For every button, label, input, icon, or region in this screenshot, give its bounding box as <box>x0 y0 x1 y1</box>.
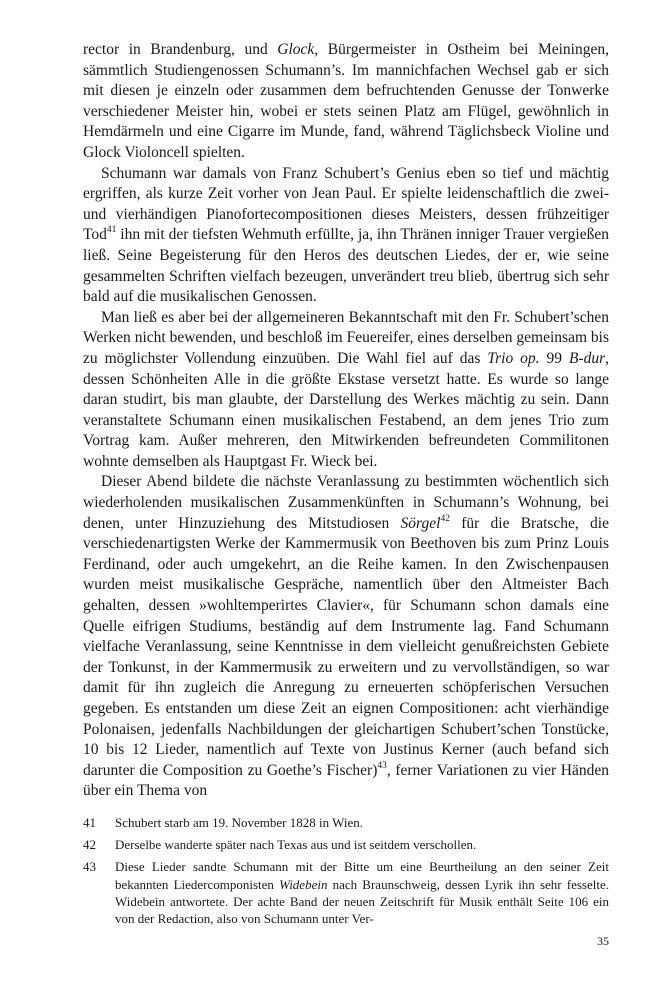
footnotes <box>83 814 609 927</box>
footnote-number: 43 <box>83 859 96 875</box>
emphasis: Trio op. <box>487 349 540 367</box>
text-run: nach Braunschweig, dessen Lyrik ihn sehr fesselte. Widebein antwortete. Der achte Band der neuen Zeitschrift für Musik enthält Seite 106 ein von der Redaction, also von Schumann unter Ver- <box>115 876 609 926</box>
text-run: , ferner Variationen zu vier Händen über ein Thema von <box>83 761 609 800</box>
footnote-text <box>115 858 609 927</box>
text-run: für die Bratsche, die verschiedenartigsten Werke der Kammermusik von Beethoven bis zum Prinz Louis Ferdinand, oder auch umgekehrt, an die Reihe kamen. In den Zwischenpausen wurden meist musikalische Gespräche, namentlich über den Altmeister Bach gehalten, dessen »wohltemperirtes Clavier«, für Schumann schon damals eine Quelle eifrigen Studiums, beständig auf dem Instrumente lag. Fand Schumann vielfache Veranlassung, seine Kenntnisse in dem vielleicht genußreichsten Gebiete der Tonkunst, in der Kammermusik zu erweitern und zu vervollständigen, so war damit für ihn zugleich die Anregung zu erneuerten schöpferischen Versuchen gegeben. Es entstanden um diese Zeit an eignen Compositionen: acht vierhändige Polonaisen, jedenfalls Nachbildungen der gleichartigen Schubert’schen Tonstücke, 10 bis 12 Lieder, namentlich auf Texte von Justinus Kerner (auch befand sich darunter die Composition zu Goethe’s Fischer) <box>83 514 609 779</box>
emphasis: Glock <box>277 41 315 58</box>
page-number: 35 <box>597 934 609 948</box>
emphasis: Sörgel <box>400 514 441 532</box>
emphasis: B-dur <box>568 349 606 367</box>
paragraph-1 <box>83 40 609 164</box>
paragraph-3 <box>83 308 609 473</box>
body-text <box>83 40 609 802</box>
paragraph-2 <box>83 164 609 308</box>
footnote-number: 42 <box>83 837 96 853</box>
text-run: rector in Brandenburg, und <box>83 41 278 58</box>
footnote-reference: 42 <box>440 513 450 524</box>
footnote-number: 41 <box>83 814 96 830</box>
text-run: Dieser Abend bildete die nächste Veranlassung zu bestimmten wöchentlich sich wiederholenden musikalischen Zusammenkünften in Schumann’s Wohnung, bei denen, unter Hinzuziehung des Mitstudiosen <box>83 473 609 532</box>
page <box>83 40 609 932</box>
paragraph-4 <box>83 472 609 802</box>
footnote-text <box>115 836 609 853</box>
text-run: 99 <box>539 349 569 367</box>
text-run: Schumann war damals von Franz Schubert’s Genius eben so tief und mächtig ergriffen, als kurze Zeit vorher von Jean Paul. Er spielte leidenschaftlich die zwei- und vierhändigen Pianofortecompositionen dieses Meisters, dessen frühzeitiger Tod <box>83 164 609 244</box>
text-run: Diese Lieder sandte Schumann mit der Bitte um eine Beurtheilung an den seiner Zeit bekannten Liedercomponisten <box>115 859 609 892</box>
footnote-reference: 43 <box>377 760 387 771</box>
text-run: , dessen Schönheiten Alle in die größte Ekstase versetzt hatte. Es wurde so lange daran studirt, bis man glaubte, der Darstellung des Werkes mächtig zu sein. Dann veranstaltete Schumann einen musikalischen Festabend, an dem jenes Trio zum Vortrag kam. Außer mehreren, den Mitwirkenden befreundeten Commilitonen wohnte demselben als Hauptgast Fr. Wieck bei. <box>83 349 610 470</box>
emphasis: Widebein <box>279 876 328 892</box>
footnote-reference: 41 <box>106 225 117 236</box>
footnote-42 <box>83 836 609 853</box>
footnote-43 <box>83 858 609 927</box>
text-run: Schubert starb am 19. November 1828 in Wien. <box>115 814 363 830</box>
footnote-41 <box>83 814 609 831</box>
text-run: Derselbe wanderte später nach Texas aus und ist seitdem verschollen. <box>115 837 477 853</box>
footnote-text <box>115 814 609 831</box>
text-run: , Bürgermeister in Ostheim bei Meiningen, sämmtlich Studiengenossen Schumann’s. Im mannichfachen Wechsel gab er sich mit diesen je einzeln oder zusammen dem befruchtenden Genusse der Tonwerke verschiedener Meister hin, wobei er stets seinen Platz am Flügel, gewöhnlich in Hemdärmeln und eine Cigarre im Munde, fand, während Täglichsbeck Violine und Glock Violoncell spielten. <box>83 41 609 161</box>
text-run: Man ließ es aber bei der allgemeineren Bekanntschaft mit den Fr. Schubert’schen Werken nicht bewenden, und beschloß im Feuereifer, eines derselben gemeinsam bis zu möglichster Vollendung einzuüben. Die Wahl fiel auf das <box>83 308 609 367</box>
text-run: ihn mit der tiefsten Wehmuth erfüllte, ja, ihn Thränen inniger Trauer vergießen ließ. Seine Begeisterung für den Heros des deutschen Liedes, der er, wie seine gesammelten Schriften vielfach bezeugen, unverändert treu blieb, übertrug sich sehr bald auf die musikalischen Genossen. <box>83 226 609 306</box>
